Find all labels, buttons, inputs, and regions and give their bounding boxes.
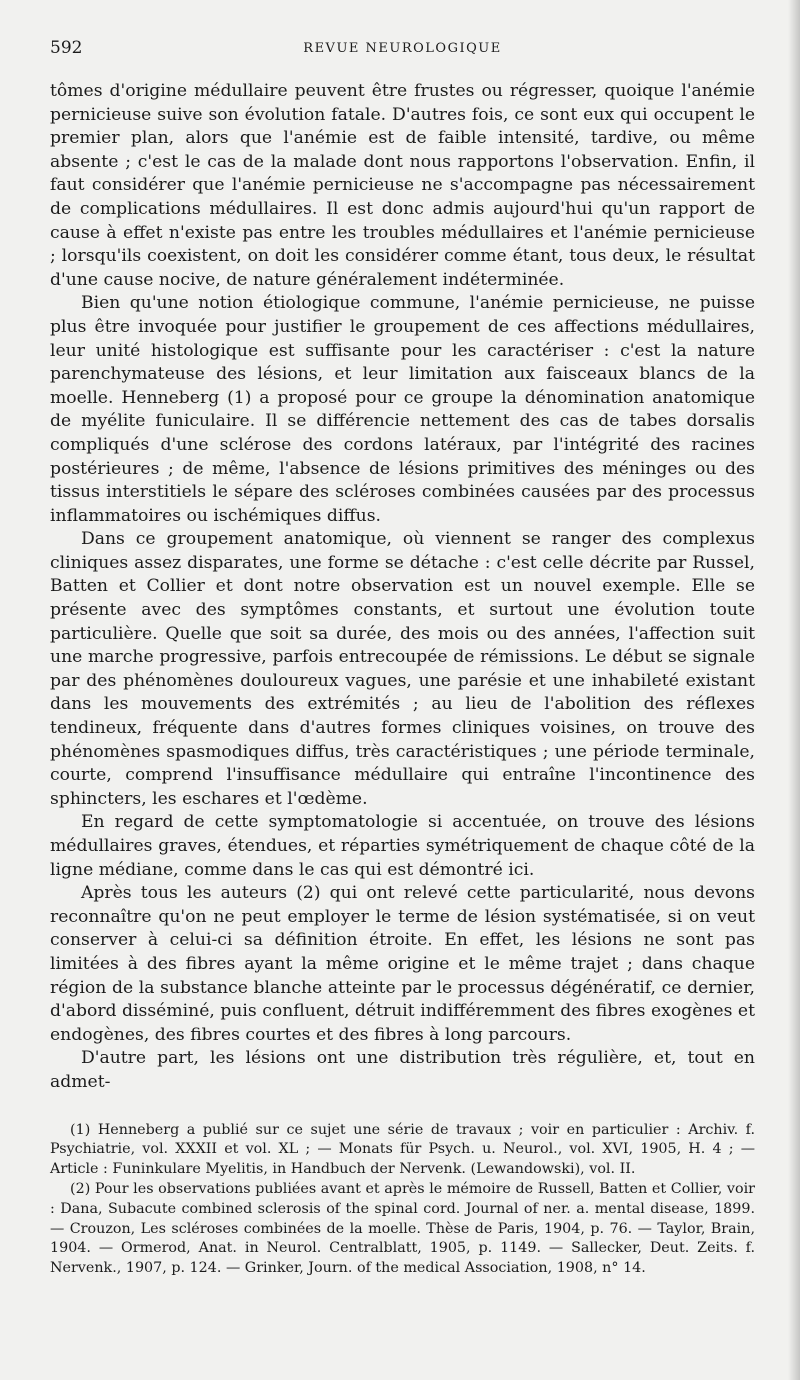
paragraph: tômes d'origine médullaire peuvent être frustes ou régresser, quoique l'anémie pernicieuse suive son évolution fatale. D'autres fois, ce sont eux qui occupent le premier plan, alors que l'anémie est de faible intensité, tardive, ou même absente ; c'est le cas de la malade dont nous rapportons l'observation. Enfin, il faut considérer que l'anémie pernicieuse ne s'accompagne pas nécessairement de complications médullaires. Il est donc admis aujourd'hui qu'un rapport de cause à effet n'existe pas entre les troubles médullaires et l'anémie pernicieuse ; lorsqu'ils coexistent, on doit les considérer comme étant, tous deux, le résultat d'une cause nocive, de nature généralement indéterminée. bbox=[50, 81, 755, 290]
body-text bbox=[50, 80, 755, 1095]
page-number: 592 bbox=[50, 38, 83, 58]
page-edge-shadow bbox=[788, 0, 800, 1380]
footnote: (2) Pour les observations publiées avant et après le mémoire de Russell, Batten et Collier, voir : Dana, Subacute combined sclerosis of the spinal cord. Journal of ner. a. mental disease, 1899. — Crouzon, Les scléroses combinées de la moelle. Thèse de Paris, 1904, p. 76. — Taylor, Brain, 1904. — Ormerod, Anat. in Neurol. Centralblatt, 1905, p. 1149. — Sallecker, Deut. Zeits. f. Nervenk., 1907, p. 124. — Grinker, Journ. of the medical Association, 1908, n° 14. bbox=[50, 1180, 755, 1277]
paragraph: Dans ce groupement anatomique, où viennent se ranger des complexus cliniques assez disparates, une forme se détache : c'est celle décrite par Russel, Batten et Collier et dont notre observation est un nouvel exemple. Elle se présente avec des symptômes constants, et surtout une évolution toute particulière. Quelle que soit sa durée, des mois ou des années, l'affection suit une marche progressive, parfois entrecoupée de rémissions. Le début se signale par des phénomènes douloureux vagues, une parésie et une inhabileté existant dans les mouvements des extrémités ; au lieu de l'abolition des réflexes tendineux, fréquente dans d'autres formes cliniques voisines, on trouve des phénomènes spasmodiques diffus, très caractéristiques ; une période terminale, courte, comprend l'insuffisance médullaire qui entraîne l'incontinence des sphincters, les eschares et l'œdème. bbox=[50, 529, 755, 809]
footnotes bbox=[50, 1121, 755, 1279]
footnote: (1) Henneberg a publié sur ce sujet une série de travaux ; voir en particulier : Archiv. f. Psychiatrie, vol. XXXII et vol. XL ; — Monats für Psych. u. Neurol., vol. XVI, 1905, H. 4 ; — Article : Funinkulare Myelitis, in Handbuch der Nervenk. (Lewandowski), vol. II. bbox=[50, 1121, 755, 1178]
paragraph: En regard de cette symptomatologie si accentuée, on trouve des lésions médullaires graves, étendues, et réparties symétriquement de chaque côté de la ligne médiane, comme dans le cas qui est démontré ici. bbox=[50, 812, 755, 880]
running-title: REVUE NEUROLOGIQUE bbox=[303, 41, 502, 56]
paragraph: Bien qu'une notion étiologique commune, l'anémie pernicieuse, ne puisse plus être invoquée pour justifier le groupement de ces affections médullaires, leur unité histologique est suffisante pour les caractériser : c'est la nature parenchymateuse des lésions, et leur limitation aux faisceaux blancs de la moelle. Henneberg (1) a proposé pour ce groupe la dénomination anatomique de myélite funiculaire. Il se différencie nettement des cas de tabes dorsalis compliqués d'une sclérose des cordons latéraux, par l'intégrité des racines postérieures ; de même, l'absence de lésions primitives des méninges ou des tissus interstitiels le sépare des scléroses combinées causées par des processus inflammatoires ou ischémiques diffus. bbox=[50, 293, 755, 526]
paragraph: D'autre part, les lésions ont une distribution très régulière, et, tout en admet- bbox=[50, 1048, 755, 1092]
page-header bbox=[50, 38, 755, 62]
journal-page bbox=[50, 38, 755, 1279]
paragraph: Après tous les auteurs (2) qui ont relevé cette particularité, nous devons reconnaître qu'on ne peut employer le terme de lésion systématisée, si on veut conserver à celui-ci sa définition étroite. En effet, les lésions ne sont pas limitées à des fibres ayant la même origine et le même trajet ; dans chaque région de la substance blanche atteinte par le processus dégénératif, ce dernier, d'abord disséminé, puis confluent, détruit indifféremment des fibres exogènes et endogènes, des fibres courtes et des fibres à long parcours. bbox=[50, 883, 755, 1045]
